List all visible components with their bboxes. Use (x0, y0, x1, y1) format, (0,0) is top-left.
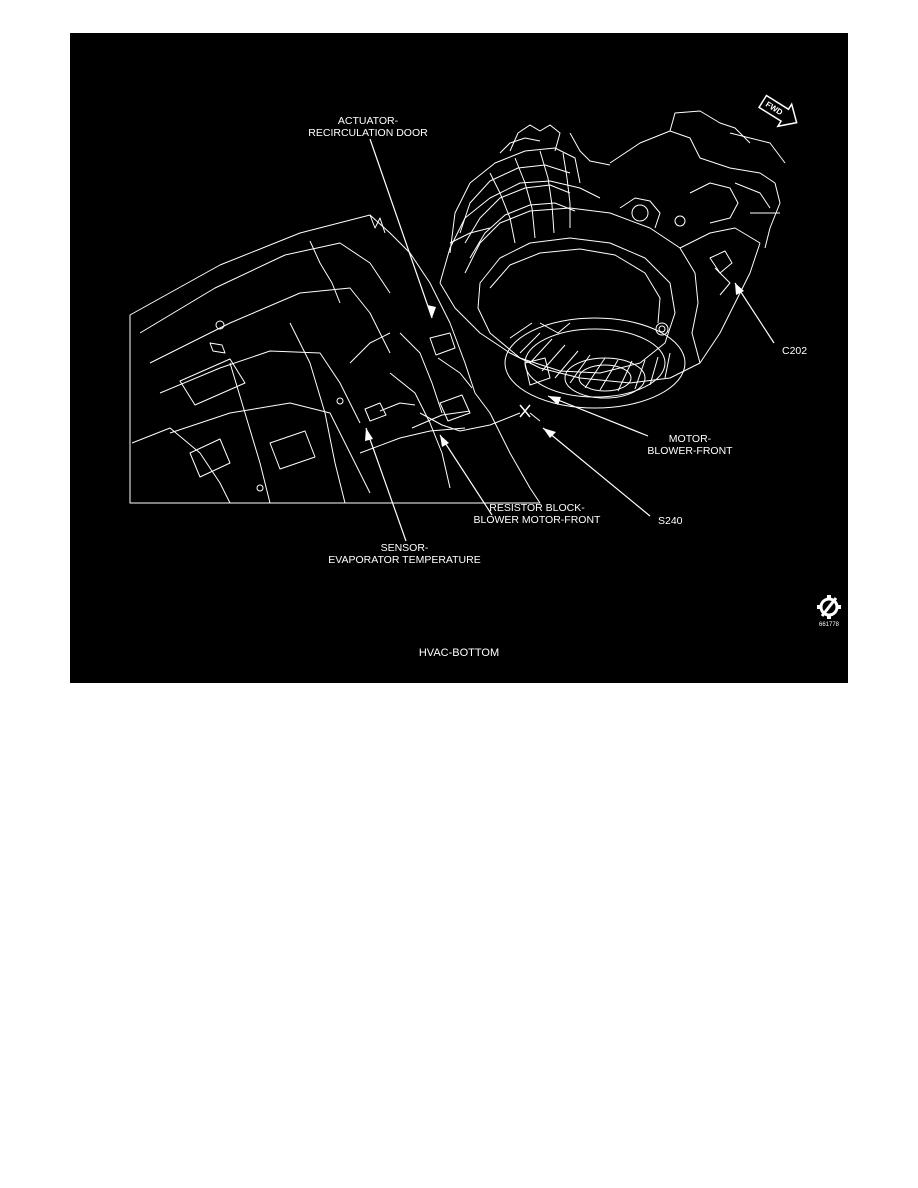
label-sensor-line1: SENSOR- (380, 542, 429, 554)
label-actuator-line2: RECIRCULATION DOOR (308, 127, 428, 139)
label-actuator-line1: ACTUATOR- (337, 115, 399, 127)
reference-number: 661778 (818, 622, 840, 628)
hvac-housing (130, 215, 540, 503)
label-sensor-evaporator-temperature (322, 542, 487, 566)
label-c202: C202 (782, 345, 808, 357)
label-resistor-line1: RESISTOR BLOCK- (489, 502, 585, 514)
blower-housing (440, 181, 760, 383)
blower-wheel (505, 318, 685, 408)
diagram-caption: HVAC-BOTTOM (418, 647, 500, 659)
hvac-illustration (70, 33, 848, 683)
manufacturer-logo-icon (817, 595, 841, 619)
leader-arrowheads (365, 283, 744, 447)
label-motor-line1: MOTOR- (668, 433, 712, 445)
fwd-label: FWD (763, 99, 785, 118)
s240-splice-mark (520, 405, 530, 417)
label-motor-line2: BLOWER-FRONT (647, 445, 733, 457)
label-s240: S240 (658, 515, 683, 527)
components-detail (365, 333, 550, 431)
label-actuator-recirculation-door (298, 115, 438, 139)
diagram-panel (70, 33, 848, 683)
label-resistor-block (462, 502, 612, 526)
label-sensor-line2: EVAPORATOR TEMPERATURE (328, 554, 481, 566)
label-motor-blower-front (630, 433, 750, 457)
label-resistor-line2: BLOWER MOTOR-FRONT (473, 514, 601, 526)
